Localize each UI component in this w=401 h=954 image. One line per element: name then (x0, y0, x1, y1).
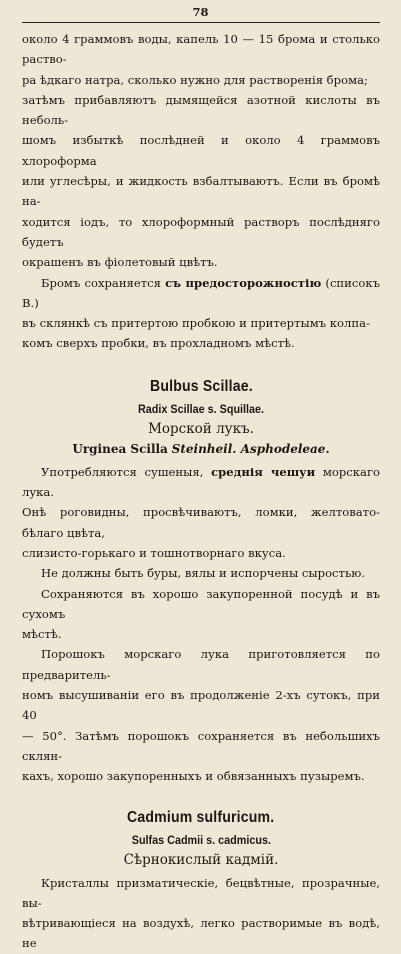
page-body (22, 29, 380, 954)
text-line: около 4 граммовъ воды, капель 10 — 15 брома и столько раство- (22, 32, 380, 67)
text-line: вѣтривающіеся на воздухѣ, легко растворимые въ водѣ, не (22, 916, 380, 951)
text-line: Кристаллы призматическіе, бецвѣтные, прозрачные, вы- (22, 875, 380, 910)
section-botanical-name: Urginea Scilla Steinheil. Asphodeleae. (72, 441, 330, 456)
section-russian-name: Морской лукъ. (148, 420, 254, 437)
text-line: ра ѣдкаго натра, сколько нужно для растворенія брома; (22, 72, 368, 87)
text-line: шомъ избыткѣ послѣдней и около 4 граммовъ хлороформа (22, 133, 380, 168)
section-heading-scilla (22, 375, 380, 459)
text-run: Употребляются сушеныя, (41, 464, 212, 479)
text-line: кахъ, хорошо закупоренныхъ и обвязанныхъ пузыремъ. (22, 769, 365, 784)
text-line: въ склянкѣ съ притертою пробкою и притертымъ колпа- (22, 316, 370, 331)
paragraph-scilla-description (22, 462, 380, 563)
text-line: ходится іодъ, то хлороформный растворъ послѣдняго будетъ (22, 214, 380, 249)
text-line: — 50°. Затѣмъ порошокъ сохраняется въ небольшихъ склян- (22, 728, 380, 763)
paragraph-scilla-powder (22, 644, 380, 786)
text-run: морскаго лука. (22, 464, 381, 500)
section-synonym: Sulfas Cadmii s. cadmicus. (131, 832, 271, 847)
text-line (22, 462, 380, 503)
text-line: Порошокъ морскаго лука приготовляется по предваритель- (22, 647, 380, 682)
text-line: комъ сверхъ пробки, въ прохладномъ мѣстѣ. (22, 336, 295, 351)
section-heading-cadmium (22, 806, 380, 870)
section-title: Bulbus Scillae. (149, 377, 253, 395)
text-line: Сохраняются въ хорошо закупоренной посудѣ и въ сухомъ (22, 586, 380, 621)
text-run: (списокъ В.) (22, 275, 380, 310)
text-line: мѣстѣ. (22, 627, 62, 642)
paragraph-bromine-storage (22, 273, 380, 354)
text-line: окрашенъ въ фіолетовый цвѣтъ. (22, 255, 218, 270)
header-rule (22, 22, 380, 23)
emphasis-text: съ предосторожностію (165, 275, 322, 290)
paragraph-cadmium-description (22, 873, 380, 954)
page-number: 78 (192, 5, 209, 19)
emphasis-text: среднія чешуи (211, 464, 316, 479)
text-line: или углесѣры, и жидкость взбалтываютъ. Если въ бромѣ на- (22, 174, 380, 209)
text-line: Онѣ роговидны, просвѣчиваютъ, ломки, желтовато-бѣлаго цвѣта, (22, 505, 380, 540)
text-line: затѣмъ прибавляютъ дымящейся азотной кислоты въ неболь- (22, 92, 380, 128)
paragraph-scilla-storage (22, 584, 380, 645)
text-line (22, 273, 380, 314)
text-line: слизисто-горькаго и тошнотворнаго вкуса. (22, 545, 286, 560)
text-run: Бромъ сохраняется (41, 275, 166, 290)
paragraph-bromine-test (22, 29, 380, 273)
section-synonym: Radix Scillae s. Squillae. (137, 401, 265, 416)
section-title: Cadmium sulfuricum. (127, 808, 275, 826)
text-line: номъ высушиваніи его въ продолженіе 2-хъ сутокъ, при 40 (22, 688, 380, 723)
paragraph-scilla-quality: Не должны быть буры, вялы и испорчены сыростью. (41, 566, 366, 581)
section-russian-name: Сѣрнокислый кадмій. (123, 851, 279, 868)
